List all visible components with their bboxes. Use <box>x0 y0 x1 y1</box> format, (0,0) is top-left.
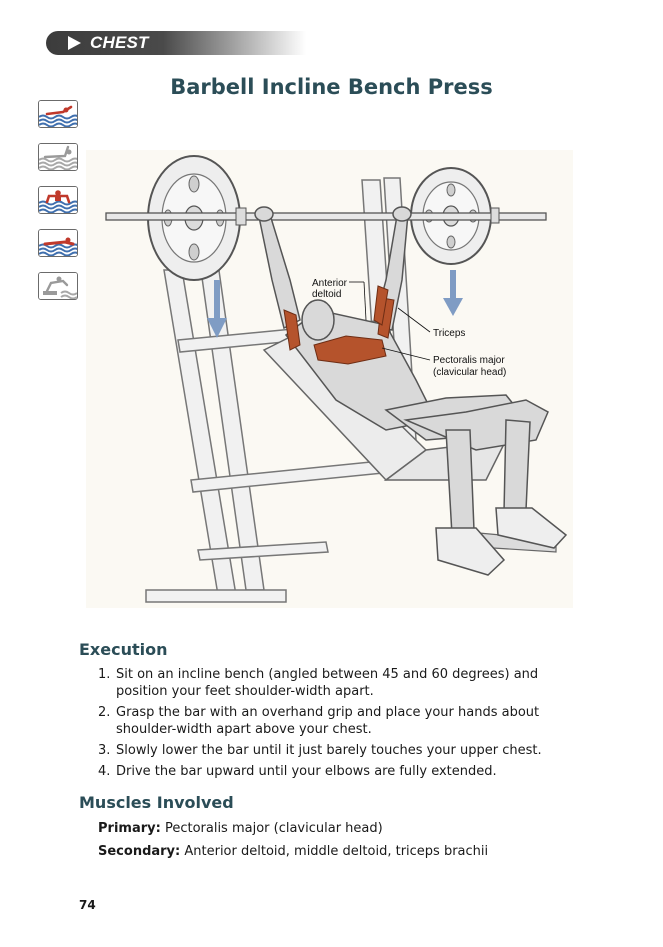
anterior-deltoid-label-line1: Anterior <box>312 278 348 289</box>
execution-heading: Execution <box>79 640 168 659</box>
page-title: Barbell Incline Bench Press <box>170 75 493 99</box>
page-number: 74 <box>79 898 96 912</box>
triceps-label: Triceps <box>433 328 466 339</box>
freestyle-swim-icon <box>38 100 78 128</box>
chapter-tab <box>46 31 306 55</box>
play-arrow-icon <box>68 36 81 50</box>
sport-icon-column <box>38 100 80 315</box>
list-item: 3. Slowly lower the bar until it just barely touches your upper chest. <box>98 743 542 758</box>
dive-start-icon <box>38 272 78 300</box>
list-item: 1. Sit on an incline bench (angled between 45 and 60 degrees) and position your feet shoulder-width apart. <box>98 667 539 699</box>
butterfly-swim-icon <box>38 186 78 214</box>
secondary-muscles: Secondary: Anterior deltoid, middle deltoid, triceps brachii <box>98 844 489 859</box>
muscles-heading: Muscles Involved <box>79 793 234 812</box>
anterior-deltoid-label-line2: deltoid <box>312 289 342 300</box>
list-item: 2. Grasp the bar with an overhand grip and place your hands about shoulder-width apart above your chest. <box>98 705 540 737</box>
breaststroke-swim-icon <box>38 229 78 257</box>
list-item: 4. Drive the bar upward until your elbows are fully extended. <box>98 764 497 779</box>
exercise-illustration <box>86 150 573 608</box>
chapter-label: CHEST <box>90 33 149 52</box>
pectoralis-label-line1: Pectoralis major <box>433 355 505 366</box>
primary-muscles: Primary: Pectoralis major (clavicular head) <box>98 821 383 836</box>
pectoralis-label-line2: (clavicular head) <box>433 367 507 378</box>
backstroke-swim-icon <box>38 143 78 171</box>
execution-steps <box>98 666 588 784</box>
